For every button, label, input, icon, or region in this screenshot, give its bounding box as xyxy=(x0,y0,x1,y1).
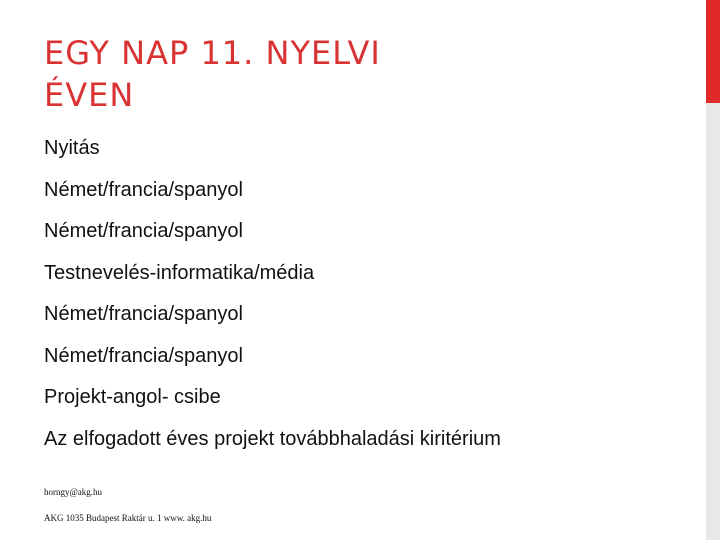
list-item: Nyitás xyxy=(44,137,100,159)
list-item: Német/francia/spanyol xyxy=(44,220,243,242)
slide-footer xyxy=(44,486,211,524)
footer-address: AKG 1035 Budapest Raktár u. 1 www. akg.hu xyxy=(44,513,212,523)
list-item: Német/francia/spanyol xyxy=(44,344,243,367)
list-item: Az elfogadott éves projekt továbbhaladási kiritérium xyxy=(44,427,501,450)
list-item: Testnevelés-informatika/média xyxy=(44,261,315,284)
list-item: Német/francia/spanyol xyxy=(44,178,243,201)
accent-bar xyxy=(706,0,720,103)
list-item: Projekt-angol- csibe xyxy=(44,386,221,408)
slide-title: EGY NAP 11. NYELVI ÉVEN xyxy=(44,34,381,114)
accent-sidebar xyxy=(706,103,720,540)
slide-body-list xyxy=(44,136,684,468)
footer-email: horngy@akg.hu xyxy=(44,487,103,497)
list-item: Német/francia/spanyol xyxy=(44,303,243,325)
footer-spacer xyxy=(44,498,211,512)
